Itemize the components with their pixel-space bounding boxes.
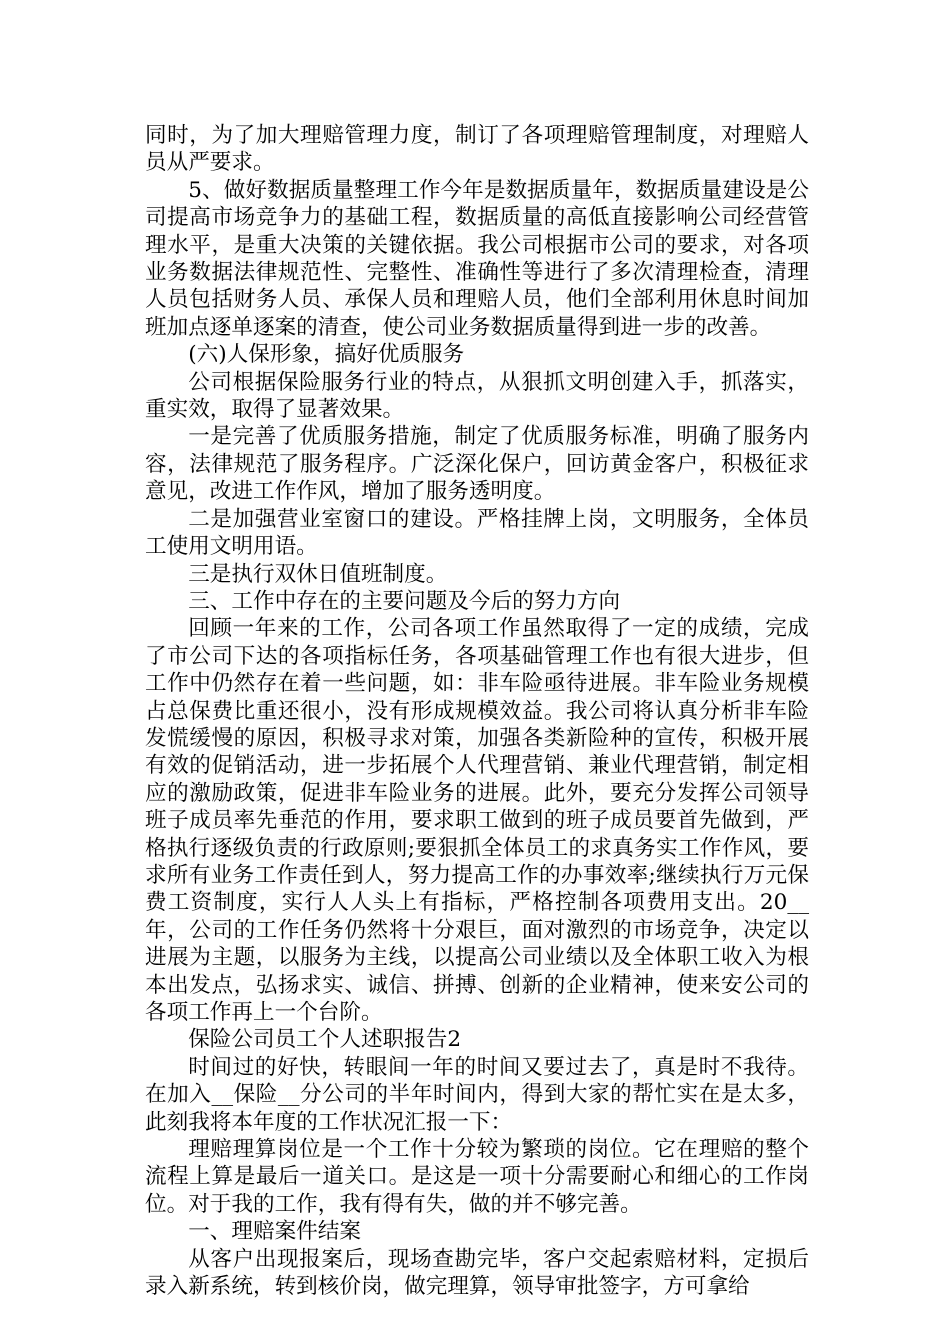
section-heading-case-closing: 一、理赔案件结案 [188,1219,361,1245]
paragraph-claims-position: 理赔理算岗位是一个工作十分较为繁琐的岗位。它在理赔的整个流程上算是最后一道关口。是这是一项十分需要耐心和细心的工作岗位。对于我的工作，我有得有失，做的并不够完善。 [145,1137,809,1217]
paragraph-weekend-duty: 三是执行双休日值班制度。 [188,561,448,587]
paragraph-window-construction: 二是加强营业室窗口的建设。严格挂牌上岗，文明服务，全体员工使用文明用语。 [145,506,809,560]
paragraph-service-measures: 一是完善了优质服务措施，制定了优质服务标准，明确了服务内容，法律规范了服务程序。广泛深化保户，回访黄金客户，积极征求意见，改进工作作风，增加了服务透明度。 [145,424,809,505]
paragraph-review: 回顾一年来的工作，公司各项工作虽然取得了一定的成绩，完成了市公司下达的各项指标任务，各项基础管理工作也有很大进步，但工作中仍然存在着一些问题，如：非车险亟待进展。非车险业务规模占总保费比重还很小，没有形成规模效益。我公司将认真分析非车险发慌缓慢的原因，积极寻求对策，加强各类新险种的宣传，积极开展有效的促销活动，进一步拓展个人代理营销、兼业代理营销，制定相应的激励政策，促进非车险业务的进展。此外，要充分发挥公司领导班子成员率先垂范的作用，要求职工做到的班子成员要首先做到，严格执行逐级负责的行政原则;要狠抓全体员工的求真务实工作作风，要求所有业务工作责任到人，努力提高工作的办事效率;继续执行万元保费工资制度，实行人人头上有指标，严格控制各项费用支出。20__年，公司的工作任务仍然将十分艰巨，面对激烈的市场竞争，决定以进展为主题，以服务为主线，以提高公司业绩以及全体职工收入为根本出发点，弘扬求实、诚信、拼搏、创新的企业精神，使来安公司的各项工作再上一个台阶。 [145,616,809,1025]
paragraph-claims-management-continued: 同时，为了加大理赔管理力度，制订了各项理赔管理制度，对理赔人员从严要求。 [145,123,809,176]
section-heading-problems: 三、工作中存在的主要问题及今后的努力方向 [188,588,621,614]
paragraph-case-process: 从客户出现报案后，现场查勘完毕，客户交起索赔材料，定损后录入新系统，转到核价岗，做完理算，领导审批签字，方可拿给 [145,1246,809,1300]
section-heading-service: (六)人保形象，搞好优质服务 [188,342,465,368]
paragraph-time-flies: 时间过的好快，转眼间一年的时间又要过去了，真是时不我待。在加入__保险__分公司的半年时间内，得到大家的帮忙实在是太多，此刻我将本年度的工作状况汇报一下： [145,1054,809,1135]
paragraph-service-intro: 公司根据保险服务行业的特点，从狠抓文明创建入手，抓落实，重实效，取得了显著效果。 [145,369,809,423]
report-title-2: 保险公司员工个人述职报告2 [188,1027,462,1053]
document-body [145,122,809,1300]
paragraph-data-quality: 5、做好数据质量整理工作今年是数据质量年，数据质量建设是公司提高市场竞争力的基础工程，数据质量的高低直接影响公司经营管理水平，是重大决策的关键依据。我公司根据市公司的要求，对各项业务数据法律规范性、完整性、准确性等进行了多次清理检查，清理人员包括财务人员、承保人员和理赔人员，他们全部利用休息时间加班加点逐单逐案的清查，使公司业务数据质量得到进一步的改善。 [145,177,809,340]
